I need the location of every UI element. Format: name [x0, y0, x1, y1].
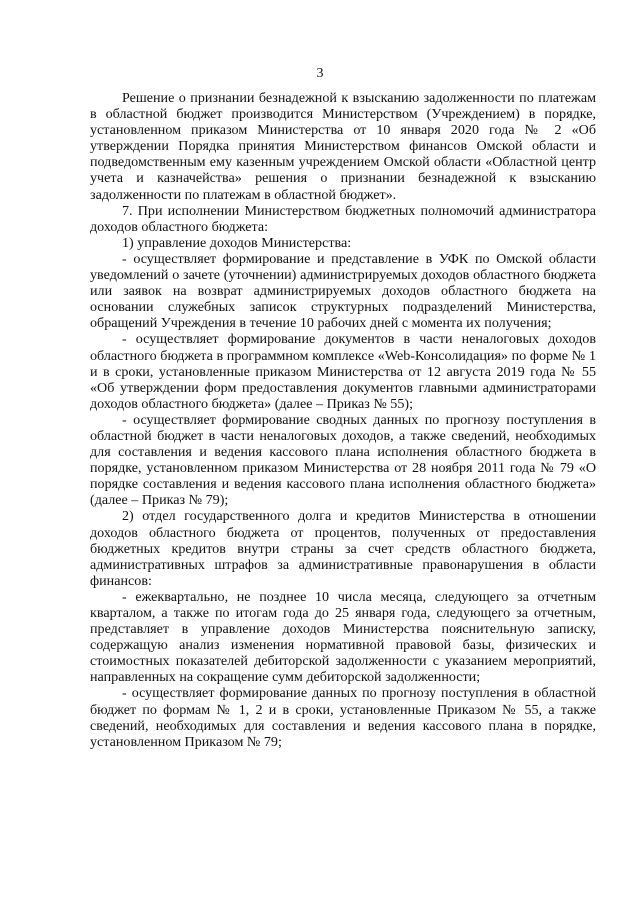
paragraph-subitem-1-bullet-2: - осуществляет формирование документов в части неналоговых доходов областного бюджета в программном комплексе «Web-Консолидация» по форме № 1 и в сроки, установленные приказом Министерства от 12 августа 2019 года № 55 «Об утверждении форм предоставления документов главными администраторами доходов областного бюджета» (далее – Приказ № 55);	[90, 331, 596, 412]
paragraph-item-7-heading: 7. При исполнении Министерством бюджетных полномочий администратора доходов областного бюджета:	[90, 202, 596, 235]
paragraph-subitem-2-heading: 2) отдел государственного долга и кредитов Министерства в отношении доходов областного бюджета от процентов, полученных от предоставления бюджетных кредитов внутри страны за счет средств областного бюджета, административных штрафов за административные правонарушения в области финансов:	[90, 508, 596, 589]
paragraph-subitem-1-bullet-3: - осуществляет формирование сводных данных по прогнозу поступления в областной бюджет в части неналоговых доходов, а также сведений, необходимых для составления и ведения кассового плана исполнения областного бюджета в порядке, установленном приказом Министерства от 28 ноября 2011 года № 79 «О порядке составления и ведения кассового плана исполнения областного бюджета» (далее – Приказ № 79);	[90, 411, 596, 509]
document-body	[90, 90, 596, 750]
paragraph-subitem-2-bullet-2: - осуществляет формирование данных по прогнозу поступления в областной бюджет по формам № 1, 2 и в сроки, установленные Приказом № 55, а также сведений, необходимых для составления и ведения кассового плана в порядке, установленном Приказом № 79;	[90, 685, 596, 750]
paragraph-subitem-2-bullet-1: - ежеквартально, не позднее 10 числа месяца, следующего за отчетным кварталом, а также по итогам года до 25 января года, следующего за отчетным, представляет в управление доходов Министерства пояснительную записку, содержащую анализ изменения нормативной правовой базы, физических и стоимостных показателей дебиторской задолженности с указанием мероприятий, направленных на сокращение сумм дебиторской задолженности;	[90, 588, 596, 686]
paragraph-subitem-1-heading: 1) управление доходов Министерства:	[122, 234, 352, 251]
paragraph-subitem-1-bullet-1: - осуществляет формирование и представление в УФК по Омской области уведомлений о зачете (уточнении) администрируемых доходов областного бюджета или заявок на возврат администрируемых доходов областного бюджета на основании служебных записок структурных подразделений Министерства, обращений Учреждения в течение 10 рабочих дней с момента их получения;	[90, 250, 596, 332]
paragraph-decision-procedure: Решение о признании безнадежной к взысканию задолженности по платежам в областной бюджет производится Министерством (Учреждением) в порядке, установленном приказом Министерства от 10 января 2020 года № 2 «Об утверждении Порядка принятия Министерством финансов Омской области и подведомственным ему казенным учреждением Омской области «Областной центр учета и казначейства» решения о признании безнадежной к взысканию задолженности по платежам в областной бюджет».	[90, 90, 596, 203]
page-number: 3	[316, 66, 324, 81]
